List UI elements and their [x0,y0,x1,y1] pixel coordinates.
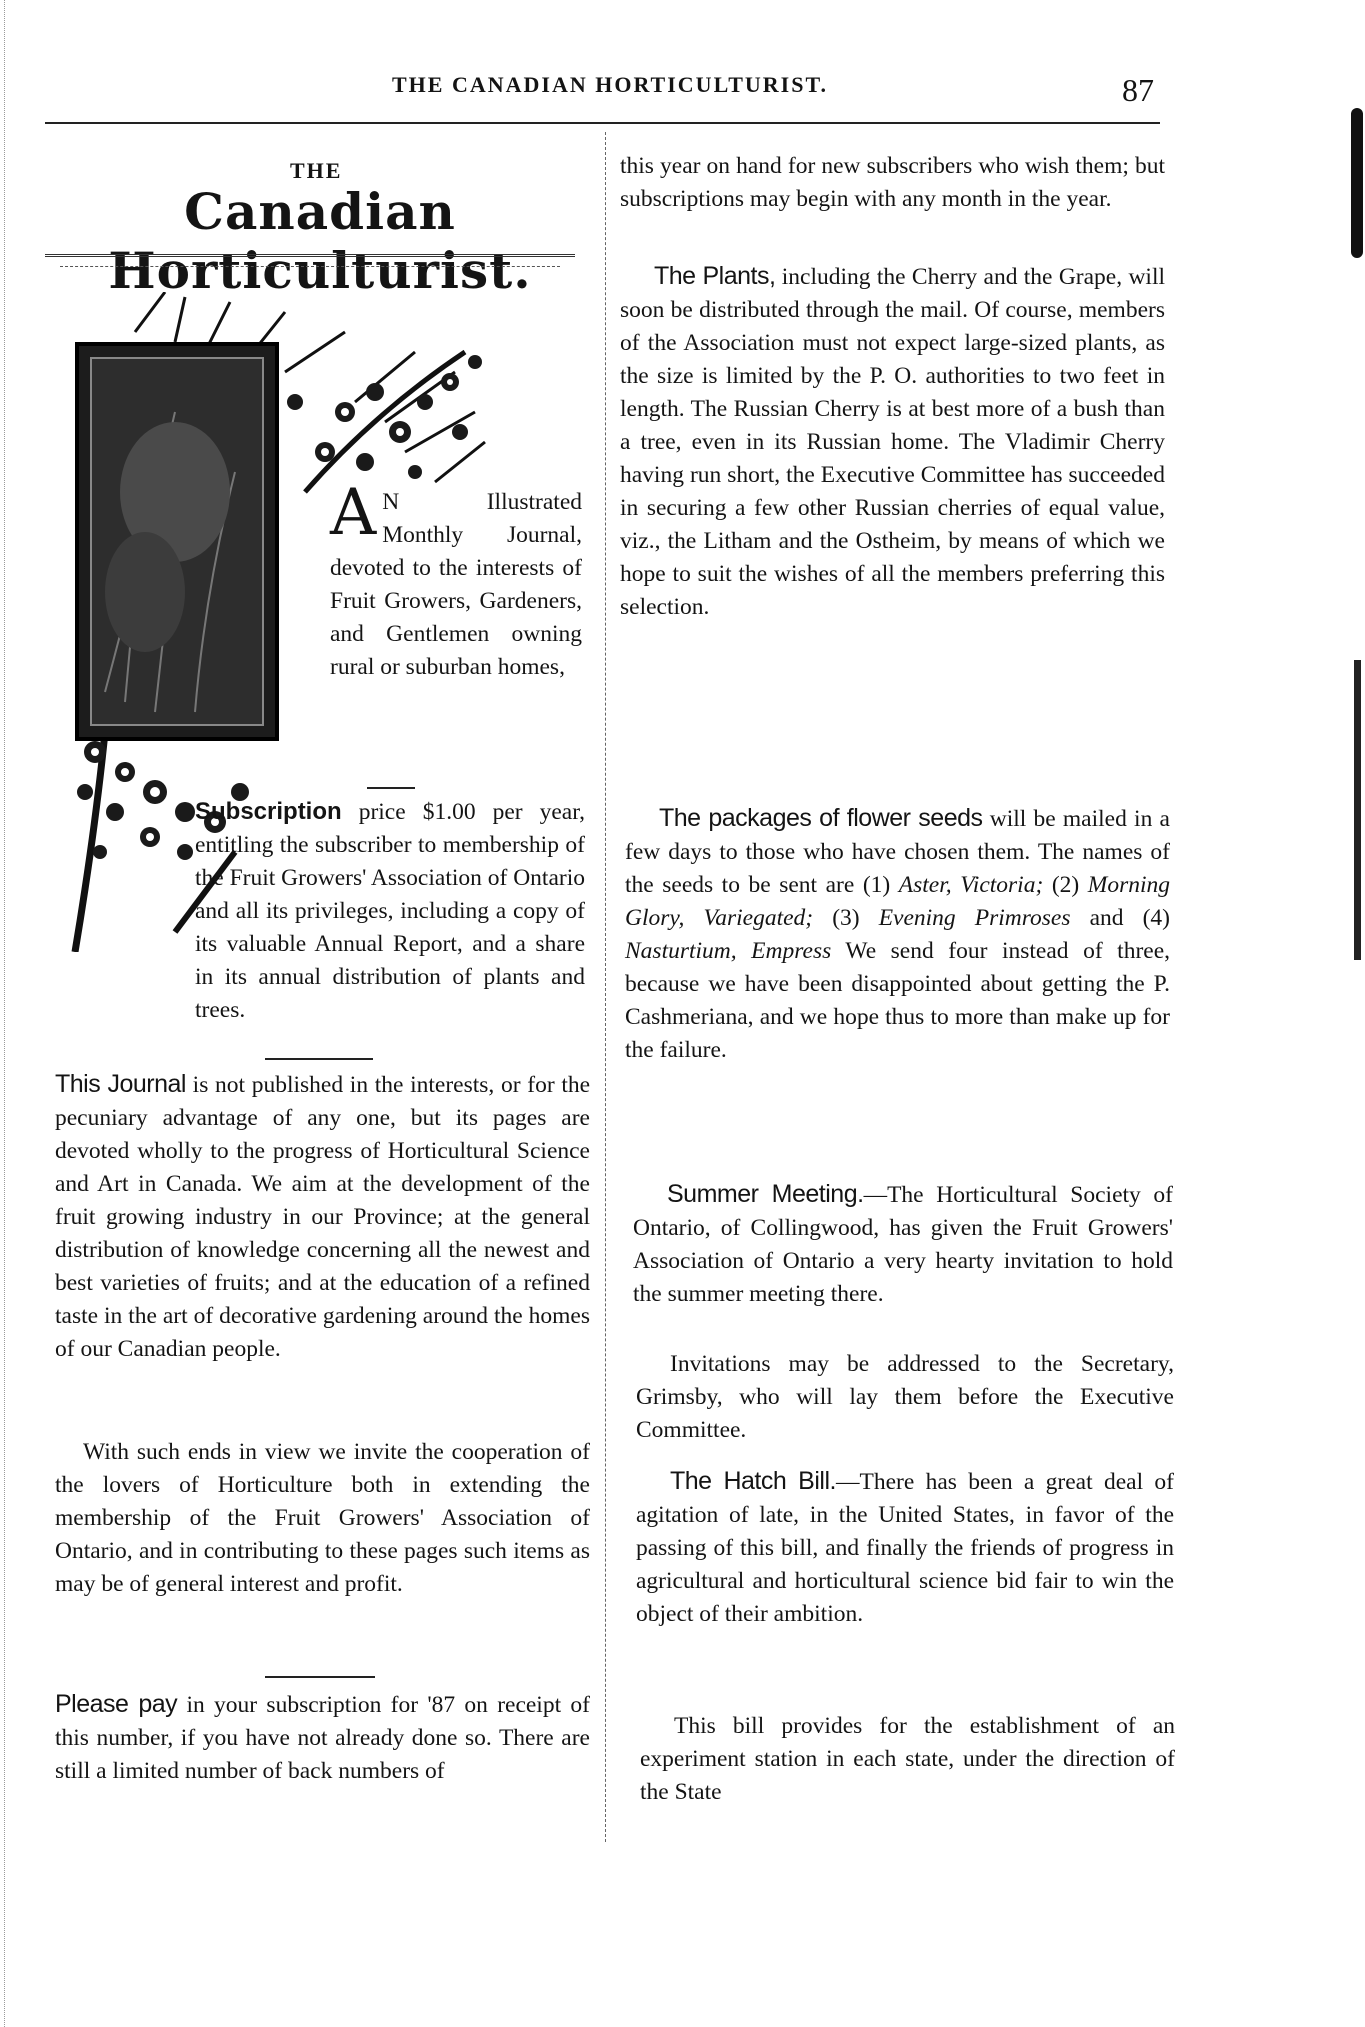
summer-meeting-lead: Summer Meeting. [667,1180,864,1208]
hatch-bill-paragraph: The Hatch Bill.—There has been a great deal of agitation of late, in the United States, in favor of the passing of this bill, and finally the friends of progress in agricultural and horticultural science bid fair to win the object of their ambition. [636,1467,1175,1627]
dropcap-letter: A [330,476,377,550]
scan-edge [4,0,5,2027]
section-rule [367,787,415,789]
seed-name: Morning Glory, Variegated; [625,872,1171,931]
scan-edge-mark [1354,660,1361,960]
seeds-paragraph: The packages of flower seeds will be mailed in a few days to those who have chosen them. The names of the seeds to be sent are (1) Aster, Victoria; (2) Morning Glory, Variegated; (3) Evening Primroses and (4) Nasturtium, Empress We send four instead of three, because we have been disappointed about getting the P. Cashmeriana, and we hope thus to more than make up for the failure. [625,804,1171,1063]
seed-name: Evening Primroses [878,905,1071,931]
masthead-rule [45,254,575,257]
section-rule [265,1676,375,1678]
plants-lead: The Plants, [654,262,776,290]
invitations-paragraph: Invitations may be addressed to the Secretary, Grimsby, who will lay them before the Executive Committee. [636,1351,1174,1443]
please-pay-paragraph: Please pay in your subscription for '87 on receipt of this number, if you have not already done so. There are still a limited number of back numbers of [55,1690,591,1784]
summer-meeting-paragraph: Summer Meeting.—The Horticultural Society of Ontario, of Collingwood, has given the Fruit Growers' Association of Ontario a very hearty invitation to hold the summer meeting there. [633,1180,1174,1307]
hatch-bill-lead: The Hatch Bill. [670,1467,836,1495]
section-rule [265,1058,373,1060]
seeds-lead: The packages of flower seeds [659,804,983,832]
ends-paragraph: With such ends in view we invite the cooperation of the lovers of Horticulture both in extending the membership of the Fruit Growers' Association of Ontario, and in contributing to these pages such items as may be of general interest and profit. [55,1439,590,1597]
seed-name: Aster, Victoria; [898,872,1044,898]
continuation-paragraph: this year on hand for new subscribers who wish them; but subscriptions may begin with any month in the year. [620,153,1165,212]
running-head: THE CANADIAN HORTICULTURIST. [391,72,829,97]
masthead-title: Canadian Horticulturist. [108,182,532,300]
journal-lead: This Journal [55,1070,186,1098]
header-rule [45,122,1160,124]
bill-paragraph: This bill provides for the establishment of an experiment station in each state, under the direction of the State [640,1713,1175,1805]
plants-paragraph: The Plants, including the Cherry and the Grape, will soon be distributed through the mail. Of course, members of the Association must not expect large-sized plants, as the size is limited by the P. O. authorities to two feet in length. The Russian Cherry is at best more of a bush than a tree, even in its Russian home. The Vladimir Cherry having run short, the Executive Committee has succeeded in securing a few other Russian cherries of equal value, viz., the Litham and the Ostheim, by means of which we hope to suit the wishes of all the members preferring this selection. [620,262,1166,620]
please-pay-lead: Please pay [55,1690,178,1718]
scan-edge-mark [1351,108,1363,258]
seed-name: Nasturtium, Empress [625,938,832,964]
intro-paragraph: A N Illustrated Monthly Journal, devoted to the interests of Fruit Growers, Gardeners, and Gentlemen owning rural or suburban homes, [330,476,582,680]
journal-paragraph: This Journal is not published in the interests, or for the pecuniary advantage of any one, but its pages are devoted wholly to the progress of Horticultural Science and Art in Canada. We aim at the development of the fruit growing industry in our Province; at the general distribution of knowledge concerning all the newest and best varieties of fruits; and at the education of a refined taste in the art of decorative gardening around the homes of our Canadian people. [55,1070,591,1362]
subscription-paragraph: Subscription price $1.00 per year, entitling the subscriber to membership of the Fruit Growers' Association of Ontario and all its privileges, including a copy of its valuable Annual Report, and a share in its annual distribution of plants and trees. [195,798,586,1023]
column-divider [605,132,606,1842]
subscription-lead: Subscription [195,798,342,825]
masthead-the: THE [290,158,343,183]
page-number: 87 [1122,72,1154,108]
masthead-rule [60,266,560,267]
